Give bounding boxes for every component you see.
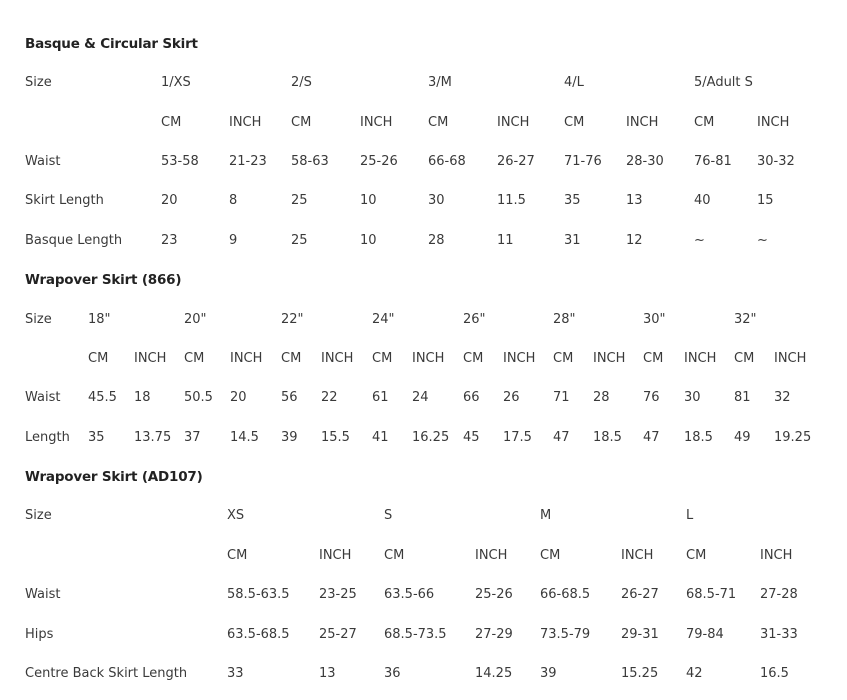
- unit-header: INCH: [593, 351, 626, 366]
- measurement-label: Basque Length: [25, 233, 123, 248]
- measurement-value: 19.25: [774, 430, 812, 445]
- unit-header: CM: [281, 351, 302, 366]
- measurement-value: 18.5: [593, 430, 622, 445]
- measurement-value: 71: [553, 390, 570, 405]
- measurement-value: 30: [428, 193, 445, 208]
- size-header: 3/M: [428, 75, 452, 90]
- unit-header: INCH: [230, 351, 263, 366]
- unit-header: CM: [428, 115, 449, 130]
- measurement-value: 36: [384, 666, 401, 681]
- measurement-value: 13: [626, 193, 643, 208]
- unit-header: INCH: [684, 351, 717, 366]
- size-header: 22": [281, 312, 304, 327]
- unit-header: CM: [686, 548, 707, 563]
- measurement-value: 27-29: [475, 627, 513, 642]
- measurement-value: 40: [694, 193, 711, 208]
- measurement-value: 23: [161, 233, 178, 248]
- unit-header: INCH: [229, 115, 262, 130]
- table-title: Wrapover Skirt (AD107): [25, 469, 203, 485]
- measurement-value: 47: [553, 430, 570, 445]
- measurement-value: 20: [161, 193, 178, 208]
- measurement-value: 26-27: [621, 587, 659, 602]
- measurement-value: 68.5-73.5: [384, 627, 447, 642]
- measurement-value: 45.5: [88, 390, 117, 405]
- measurement-value: 11: [497, 233, 514, 248]
- size-header: 2/S: [291, 75, 312, 90]
- measurement-value: 35: [88, 430, 105, 445]
- unit-header: INCH: [412, 351, 445, 366]
- size-header: 26": [463, 312, 486, 327]
- unit-header: INCH: [475, 548, 508, 563]
- measurement-value: 66-68: [428, 154, 466, 169]
- unit-header: INCH: [360, 115, 393, 130]
- unit-header: INCH: [760, 548, 793, 563]
- measurement-value: 16.25: [412, 430, 450, 445]
- measurement-value: 25-26: [360, 154, 398, 169]
- measurement-value: 9: [229, 233, 238, 248]
- measurement-value: 68.5-71: [686, 587, 737, 602]
- unit-header: CM: [540, 548, 561, 563]
- measurement-value: 49: [734, 430, 751, 445]
- size-header: 4/L: [564, 75, 584, 90]
- measurement-value: 13: [319, 666, 336, 681]
- measurement-value: 18: [134, 390, 151, 405]
- measurement-value: 53-58: [161, 154, 199, 169]
- measurement-value: 30-32: [757, 154, 795, 169]
- measurement-value: 28-30: [626, 154, 664, 169]
- unit-header: CM: [161, 115, 182, 130]
- measurement-value: 41: [372, 430, 389, 445]
- measurement-label: Skirt Length: [25, 193, 104, 208]
- unit-header: CM: [291, 115, 312, 130]
- measurement-value: 63.5-68.5: [227, 627, 290, 642]
- measurement-value: 10: [360, 233, 377, 248]
- measurement-value: 76-81: [694, 154, 732, 169]
- unit-header: INCH: [319, 548, 352, 563]
- measurement-value: 50.5: [184, 390, 213, 405]
- measurement-value: 32: [774, 390, 791, 405]
- measurement-value: 15.5: [321, 430, 350, 445]
- measurement-value: 31: [564, 233, 581, 248]
- measurement-value: 45: [463, 430, 480, 445]
- measurement-value: 14.25: [475, 666, 513, 681]
- measurement-value: 81: [734, 390, 751, 405]
- measurement-value: ~: [757, 233, 768, 248]
- measurement-label: Waist: [25, 587, 61, 602]
- size-header: L: [686, 508, 694, 523]
- size-row-label: Size: [25, 312, 52, 327]
- measurement-value: 71-76: [564, 154, 602, 169]
- table-title: Basque & Circular Skirt: [25, 36, 198, 52]
- measurement-value: 17.5: [503, 430, 532, 445]
- measurement-value: 25: [291, 233, 308, 248]
- measurement-value: 73.5-79: [540, 627, 591, 642]
- measurement-value: 21-23: [229, 154, 267, 169]
- measurement-value: 30: [684, 390, 701, 405]
- measurement-value: ~: [694, 233, 705, 248]
- unit-header: CM: [384, 548, 405, 563]
- measurement-value: 26-27: [497, 154, 535, 169]
- measurement-label: Waist: [25, 390, 61, 405]
- measurement-value: 27-28: [760, 587, 798, 602]
- measurement-label: Centre Back Skirt Length: [25, 666, 188, 681]
- measurement-value: 61: [372, 390, 389, 405]
- measurement-value: 79-84: [686, 627, 724, 642]
- measurement-value: 26: [503, 390, 520, 405]
- size-header: M: [540, 508, 552, 523]
- unit-header: CM: [643, 351, 664, 366]
- size-row-label: Size: [25, 75, 52, 90]
- measurement-value: 66: [463, 390, 480, 405]
- unit-header: CM: [463, 351, 484, 366]
- unit-header: INCH: [134, 351, 167, 366]
- measurement-value: 18.5: [684, 430, 713, 445]
- unit-header: INCH: [626, 115, 659, 130]
- size-header: 24": [372, 312, 395, 327]
- measurement-value: 10: [360, 193, 377, 208]
- measurement-value: 58-63: [291, 154, 329, 169]
- size-header: 28": [553, 312, 576, 327]
- size-header: 1/XS: [161, 75, 191, 90]
- measurement-value: 76: [643, 390, 660, 405]
- measurement-value: 16.5: [760, 666, 789, 681]
- unit-header: CM: [564, 115, 585, 130]
- unit-header: CM: [734, 351, 755, 366]
- measurement-value: 25: [291, 193, 308, 208]
- measurement-value: 22: [321, 390, 338, 405]
- measurement-value: 58.5-63.5: [227, 587, 290, 602]
- measurement-value: 63.5-66: [384, 587, 435, 602]
- measurement-value: 28: [593, 390, 610, 405]
- measurement-value: 35: [564, 193, 581, 208]
- unit-header: CM: [553, 351, 574, 366]
- measurement-value: 42: [686, 666, 703, 681]
- measurement-value: 39: [281, 430, 298, 445]
- size-header: XS: [227, 508, 245, 523]
- unit-header: INCH: [497, 115, 530, 130]
- unit-header: CM: [227, 548, 248, 563]
- size-row-label: Size: [25, 508, 52, 523]
- measurement-value: 23-25: [319, 587, 357, 602]
- unit-header: CM: [88, 351, 109, 366]
- measurement-value: 29-31: [621, 627, 659, 642]
- measurement-value: 37: [184, 430, 201, 445]
- unit-header: INCH: [757, 115, 790, 130]
- unit-header: CM: [372, 351, 393, 366]
- measurement-value: 12: [626, 233, 643, 248]
- measurement-value: 47: [643, 430, 660, 445]
- measurement-value: 25-26: [475, 587, 513, 602]
- unit-header: INCH: [321, 351, 354, 366]
- measurement-value: 15.25: [621, 666, 659, 681]
- measurement-value: 14.5: [230, 430, 259, 445]
- measurement-label: Length: [25, 430, 70, 445]
- size-header: 5/Adult S: [694, 75, 753, 90]
- unit-header: CM: [694, 115, 715, 130]
- size-header: 30": [643, 312, 666, 327]
- measurement-value: 13.75: [134, 430, 172, 445]
- unit-header: INCH: [503, 351, 536, 366]
- measurement-value: 15: [757, 193, 774, 208]
- unit-header: CM: [184, 351, 205, 366]
- unit-header: INCH: [774, 351, 807, 366]
- measurement-value: 25-27: [319, 627, 357, 642]
- measurement-value: 31-33: [760, 627, 798, 642]
- table-title: Wrapover Skirt (866): [25, 272, 182, 288]
- measurement-label: Hips: [25, 627, 54, 642]
- size-header: 20": [184, 312, 207, 327]
- measurement-value: 39: [540, 666, 557, 681]
- size-header: 32": [734, 312, 757, 327]
- size-header: 18": [88, 312, 111, 327]
- measurement-label: Waist: [25, 154, 61, 169]
- measurement-value: 24: [412, 390, 429, 405]
- unit-header: INCH: [621, 548, 654, 563]
- size-header: S: [384, 508, 393, 523]
- measurement-value: 8: [229, 193, 238, 208]
- measurement-value: 20: [230, 390, 247, 405]
- measurement-value: 66-68.5: [540, 587, 591, 602]
- measurement-value: 56: [281, 390, 298, 405]
- measurement-value: 33: [227, 666, 244, 681]
- measurement-value: 11.5: [497, 193, 526, 208]
- measurement-value: 28: [428, 233, 445, 248]
